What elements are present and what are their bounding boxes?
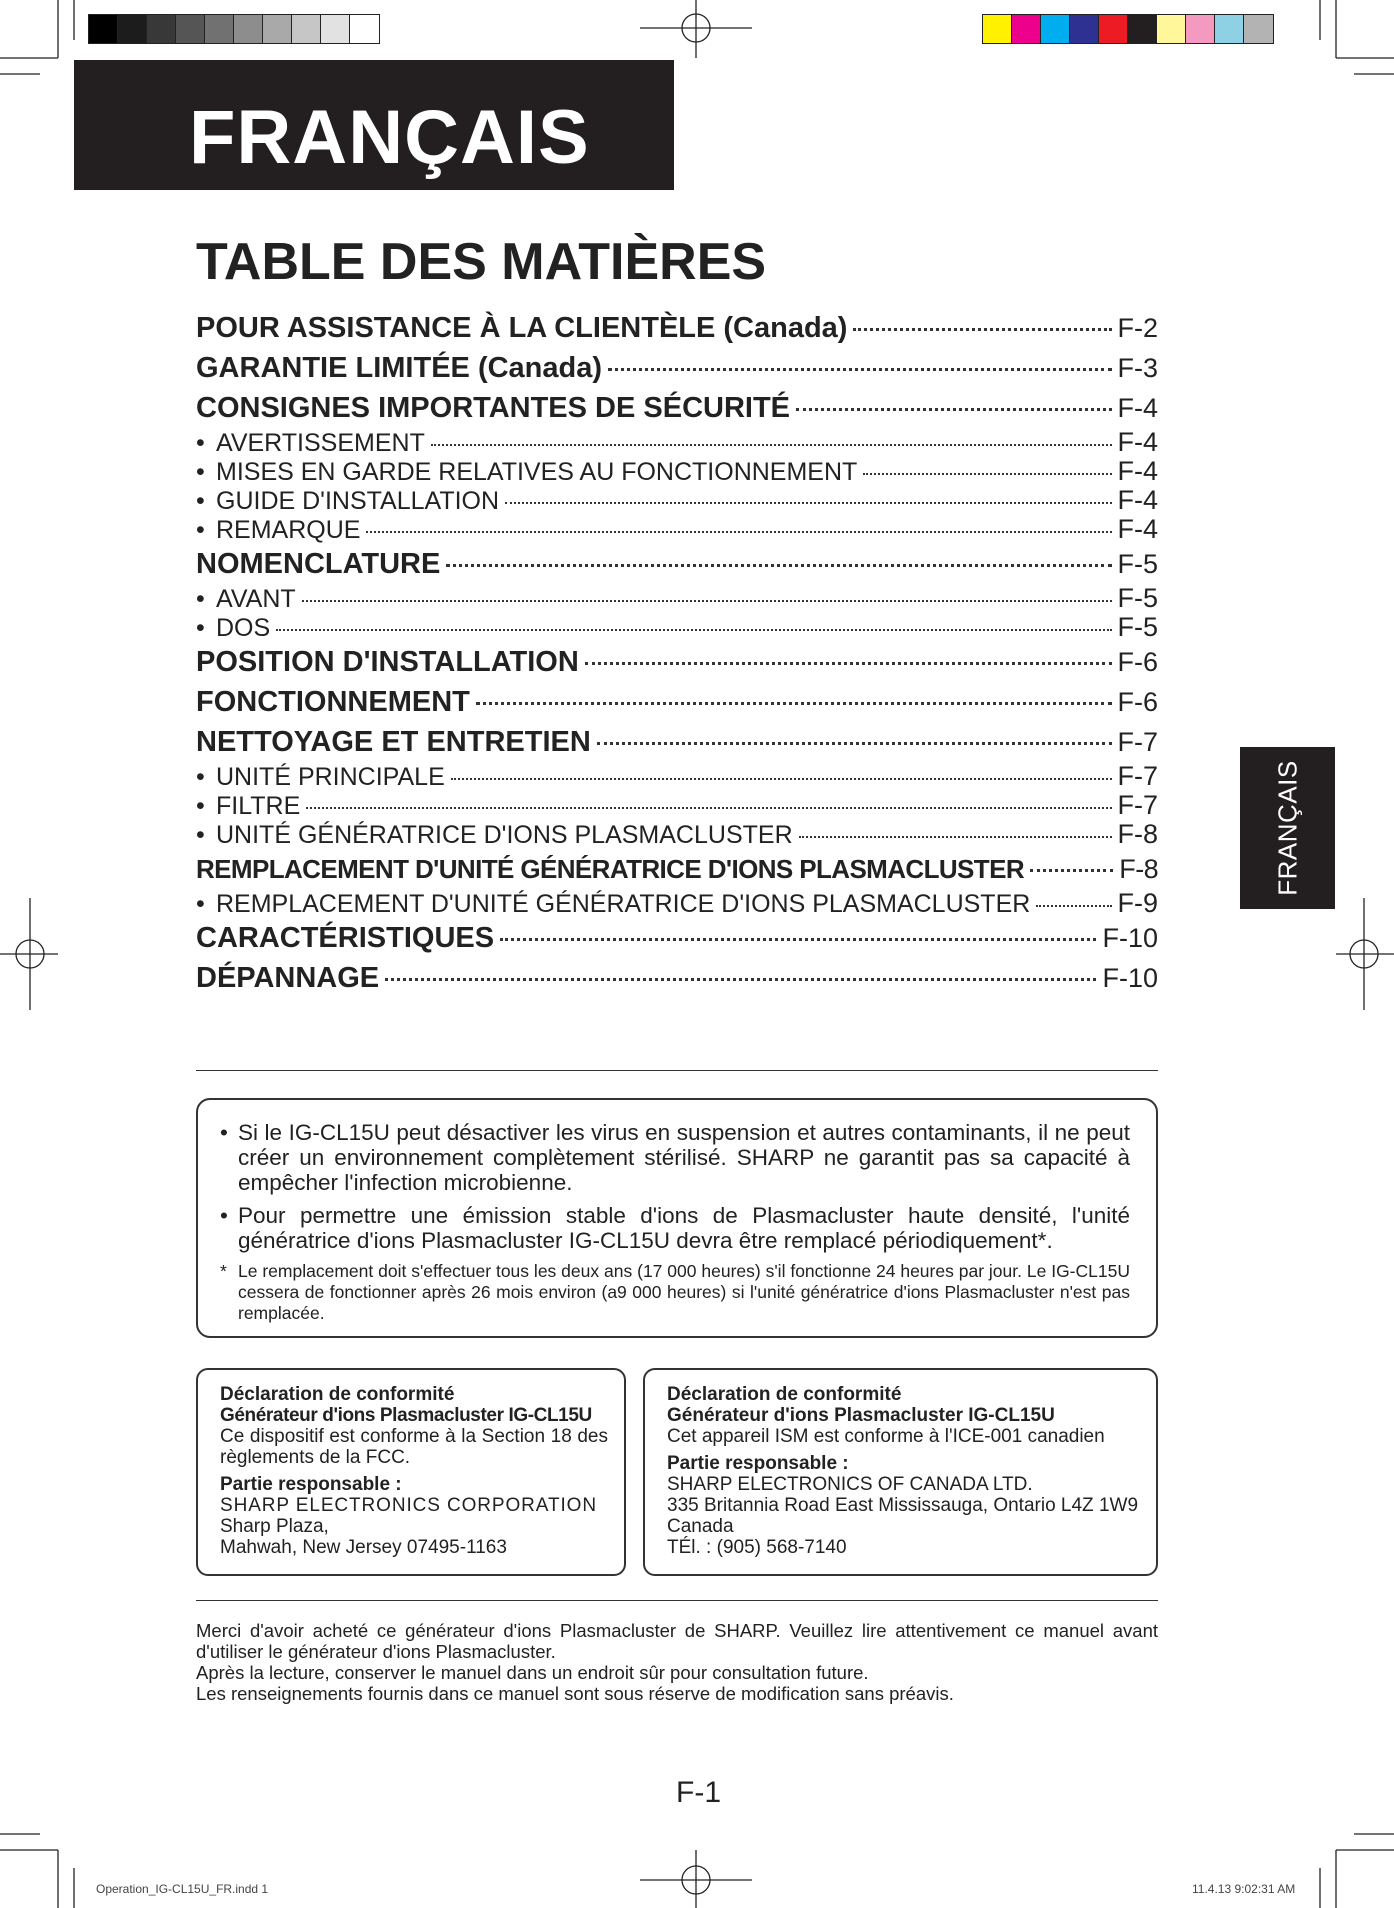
toc-entry bbox=[196, 849, 1158, 889]
declaration-ca-company: SHARP ELECTRONICS OF CANADA LTD. bbox=[667, 1474, 1033, 1495]
toc-entry-label: REMPLACEMENT D'UNITÉ GÉNÉRATRICE D'IONS PLASMACLUSTER bbox=[196, 854, 1024, 884]
toc-subentry bbox=[196, 428, 1158, 457]
toc-entry-page: F-8 bbox=[1119, 854, 1158, 884]
toc-entry-label: CONSIGNES IMPORTANTES DE SÉCURITÉ bbox=[196, 392, 791, 424]
toc-entry bbox=[196, 642, 1158, 682]
dot-leader bbox=[799, 836, 1112, 838]
toc-entry-label: CARACTÉRISTIQUES bbox=[196, 922, 495, 954]
language-side-tab bbox=[1240, 747, 1335, 909]
toc-entry-page: F-9 bbox=[1117, 888, 1158, 918]
notice-bullet-1-text: Si le IG-CL15U peut désactiver les virus en suspension et autres contaminants, il ne peut créer un environnement complètement stérilisé. SHARP ne garantit pas sa capacité à empêcher l'infection microbienne. bbox=[238, 1120, 1130, 1195]
grayscale-swatch bbox=[292, 15, 321, 43]
toc-entry-label: NOMENCLATURE bbox=[196, 548, 441, 580]
toc-title: TABLE DES MATIÈRES bbox=[196, 233, 767, 291]
grayscale-swatch bbox=[147, 15, 176, 43]
toc-entry-label: POSITION D'INSTALLATION bbox=[196, 646, 579, 678]
dot-leader bbox=[863, 473, 1111, 475]
toc-entry-label: DÉPANNAGE bbox=[196, 962, 380, 994]
process-swatch bbox=[1128, 15, 1157, 43]
language-side-tab-label: FRANÇAIS bbox=[1272, 760, 1302, 896]
toc-entry-page: F-10 bbox=[1102, 923, 1158, 953]
dot-leader bbox=[476, 702, 1112, 705]
toc-entry bbox=[196, 958, 1158, 998]
bullet-icon: • bbox=[196, 821, 205, 849]
toc-entry bbox=[196, 388, 1158, 428]
toc-entry-label: FILTRE bbox=[216, 792, 301, 820]
dot-leader bbox=[431, 444, 1112, 446]
process-swatch bbox=[1012, 15, 1041, 43]
intro-line-1: Merci d'avoir acheté ce générateur d'ions Plasmacluster de SHARP. Veuillez lire attentivement ce manuel avant d'utiliser le générateur d'ions Plasmacluster. bbox=[196, 1620, 1158, 1662]
grayscale-swatch bbox=[350, 15, 379, 43]
dot-leader bbox=[306, 807, 1111, 809]
grayscale-swatch bbox=[234, 15, 263, 43]
dot-leader bbox=[366, 531, 1111, 533]
notice-footnote-text: Le remplacement doit s'effectuer tous les deux ans (17 000 heures) s'il fonctionne 24 heures par jour. Le IG-CL15U cessera de fonctionner après 26 mois environ (a9 000 heures) si l'unité génératrice d'ions Plasmacluster n'est pas remplacée. bbox=[238, 1261, 1130, 1323]
toc-subentry bbox=[196, 762, 1158, 791]
dot-leader bbox=[597, 742, 1112, 745]
dot-leader bbox=[796, 408, 1111, 411]
toc-entry-page: F-4 bbox=[1117, 427, 1158, 457]
toc-entry-page: F-3 bbox=[1117, 353, 1158, 383]
notice-box bbox=[196, 1098, 1158, 1338]
toc-entry bbox=[196, 918, 1158, 958]
divider-bottom bbox=[196, 1600, 1158, 1601]
bullet-icon: • bbox=[220, 1120, 228, 1145]
dot-leader bbox=[505, 502, 1111, 504]
toc-entry-page: F-7 bbox=[1117, 761, 1158, 791]
declaration-ca-address: 335 Britannia Road East Mississauga, Ontario L4Z 1W9 Canada bbox=[667, 1495, 1139, 1537]
declaration-us-address-1: Sharp Plaza, bbox=[220, 1516, 329, 1537]
toc-entry-label: UNITÉ GÉNÉRATRICE D'IONS PLASMACLUSTER bbox=[216, 821, 793, 849]
toc-subentry bbox=[196, 889, 1158, 918]
dot-leader bbox=[302, 600, 1112, 602]
toc-entry-page: F-4 bbox=[1117, 456, 1158, 486]
toc-entry-page: F-8 bbox=[1117, 819, 1158, 849]
intro-text bbox=[196, 1620, 1158, 1704]
process-color-bar bbox=[982, 14, 1274, 44]
toc-entry-label: REMARQUE bbox=[216, 516, 361, 544]
divider-top bbox=[196, 1070, 1158, 1071]
bullet-icon: • bbox=[196, 458, 205, 486]
toc-entry-page: F-4 bbox=[1117, 393, 1158, 423]
toc-entry bbox=[196, 682, 1158, 722]
dot-leader bbox=[608, 368, 1111, 371]
declaration-us-company: SHARP ELECTRONICS CORPORATION bbox=[220, 1495, 597, 1516]
declaration-us-address-2: Mahwah, New Jersey 07495-1163 bbox=[220, 1537, 507, 1558]
toc-entry-page: F-10 bbox=[1102, 963, 1158, 993]
bullet-icon: • bbox=[196, 890, 205, 918]
toc-entry bbox=[196, 544, 1158, 584]
toc-subentry bbox=[196, 584, 1158, 613]
bullet-icon: • bbox=[196, 429, 205, 457]
process-swatch bbox=[1215, 15, 1244, 43]
toc-entry-label: MISES EN GARDE RELATIVES AU FONCTIONNEMENT bbox=[216, 458, 858, 486]
language-banner bbox=[74, 60, 674, 190]
toc-entry-page: F-5 bbox=[1117, 612, 1158, 642]
dot-leader bbox=[276, 629, 1111, 631]
grayscale-swatch bbox=[321, 15, 350, 43]
toc-subentry bbox=[196, 486, 1158, 515]
dot-leader bbox=[385, 978, 1096, 981]
toc-entry-label: AVERTISSEMENT bbox=[216, 429, 425, 457]
process-swatch bbox=[1041, 15, 1070, 43]
toc-entry-label: POUR ASSISTANCE À LA CLIENTÈLE (Canada) bbox=[196, 312, 848, 344]
process-swatch bbox=[1070, 15, 1099, 43]
toc-entry-label: AVANT bbox=[216, 585, 296, 613]
toc-entry-label: REMPLACEMENT D'UNITÉ GÉNÉRATRICE D'IONS PLASMACLUSTER bbox=[216, 890, 1031, 918]
bullet-icon: • bbox=[196, 763, 205, 791]
toc-subentry bbox=[196, 457, 1158, 486]
notice-bullet-1 bbox=[220, 1120, 1130, 1195]
process-swatch bbox=[1186, 15, 1215, 43]
bullet-icon: • bbox=[196, 585, 205, 613]
grayscale-swatch bbox=[263, 15, 292, 43]
slug-timestamp: 11.4.13 9:02:31 AM bbox=[1192, 1882, 1296, 1896]
process-swatch bbox=[983, 15, 1012, 43]
toc-entry-page: F-5 bbox=[1117, 549, 1158, 579]
dot-leader bbox=[500, 938, 1096, 941]
declaration-ca-statement: Cet appareil ISM est conforme à l'ICE-001 canadien bbox=[667, 1426, 1105, 1447]
declaration-ca-product: Générateur d'ions Plasmacluster IG-CL15U bbox=[667, 1405, 1055, 1426]
dot-leader bbox=[451, 778, 1112, 780]
language-banner-title: FRANÇAIS bbox=[189, 95, 590, 180]
declaration-ca-box bbox=[643, 1368, 1158, 1576]
toc-subentry bbox=[196, 820, 1158, 849]
grayscale-swatch bbox=[205, 15, 234, 43]
toc-entry-label: UNITÉ PRINCIPALE bbox=[216, 763, 445, 791]
process-swatch bbox=[1244, 15, 1273, 43]
bullet-icon: • bbox=[196, 487, 205, 515]
table-of-contents bbox=[196, 308, 1158, 998]
declaration-us-title: Déclaration de conformité bbox=[220, 1384, 455, 1405]
toc-entry-page: F-7 bbox=[1117, 790, 1158, 820]
toc-subentry bbox=[196, 791, 1158, 820]
grayscale-swatch bbox=[176, 15, 205, 43]
dot-leader bbox=[446, 564, 1111, 567]
declaration-us-party-label: Partie responsable : bbox=[220, 1474, 402, 1495]
toc-entry-label: GARANTIE LIMITÉE (Canada) bbox=[196, 352, 603, 384]
toc-entry-page: F-5 bbox=[1117, 583, 1158, 613]
declaration-ca-phone: TÉl. : (905) 568-7140 bbox=[667, 1537, 847, 1558]
toc-entry-page: F-6 bbox=[1117, 647, 1158, 677]
declaration-us-box bbox=[196, 1368, 626, 1576]
process-swatch bbox=[1099, 15, 1128, 43]
grayscale-color-bar bbox=[88, 14, 380, 44]
dot-leader bbox=[1030, 869, 1113, 872]
toc-subentry bbox=[196, 515, 1158, 544]
toc-entry-label: DOS bbox=[216, 614, 271, 642]
bullet-icon: • bbox=[196, 614, 205, 642]
intro-line-3: Les renseignements fournis dans ce manuel sont sous réserve de modification sans préavis. bbox=[196, 1683, 954, 1704]
toc-entry-label: GUIDE D'INSTALLATION bbox=[216, 487, 500, 515]
toc-entry-page: F-7 bbox=[1117, 727, 1158, 757]
intro-line-2: Après la lecture, conserver le manuel dans un endroit sûr pour consultation future. bbox=[196, 1662, 869, 1683]
toc-entry-page: F-4 bbox=[1117, 485, 1158, 515]
notice-footnote bbox=[220, 1261, 1130, 1324]
grayscale-swatch bbox=[118, 15, 147, 43]
dot-leader bbox=[1036, 905, 1111, 907]
page-number: F-1 bbox=[676, 1776, 721, 1809]
dot-leader bbox=[585, 662, 1112, 665]
dot-leader bbox=[853, 328, 1111, 331]
bullet-icon: • bbox=[196, 792, 205, 820]
toc-entry-page: F-4 bbox=[1117, 514, 1158, 544]
toc-entry-page: F-6 bbox=[1117, 687, 1158, 717]
notice-bullet-2-text: Pour permettre une émission stable d'ions de Plasmacluster haute densité, l'unité génératrice d'ions Plasmacluster IG-CL15U devra être remplacé périodiquement*. bbox=[238, 1203, 1130, 1253]
toc-subentry bbox=[196, 613, 1158, 642]
bullet-icon: • bbox=[196, 516, 205, 544]
toc-entry bbox=[196, 348, 1158, 388]
toc-entry-page: F-2 bbox=[1117, 313, 1158, 343]
slug-filename: Operation_IG-CL15U_FR.indd 1 bbox=[96, 1882, 269, 1896]
toc-entry bbox=[196, 308, 1158, 348]
toc-entry bbox=[196, 722, 1158, 762]
notice-bullet-2 bbox=[220, 1203, 1130, 1253]
declaration-us-product: Générateur d'ions Plasmacluster IG-CL15U bbox=[220, 1405, 592, 1426]
declaration-ca-party-label: Partie responsable : bbox=[667, 1453, 849, 1474]
process-swatch bbox=[1157, 15, 1186, 43]
grayscale-swatch bbox=[89, 15, 118, 43]
asterisk-icon: * bbox=[220, 1261, 227, 1281]
toc-entry-label: NETTOYAGE ET ENTRETIEN bbox=[196, 726, 591, 758]
toc-entry-label: FONCTIONNEMENT bbox=[196, 686, 470, 718]
declaration-ca-title: Déclaration de conformité bbox=[667, 1384, 902, 1405]
bullet-icon: • bbox=[220, 1203, 228, 1228]
declaration-us-statement: Ce dispositif est conforme à la Section 18 des règlements de la FCC. bbox=[220, 1426, 608, 1468]
